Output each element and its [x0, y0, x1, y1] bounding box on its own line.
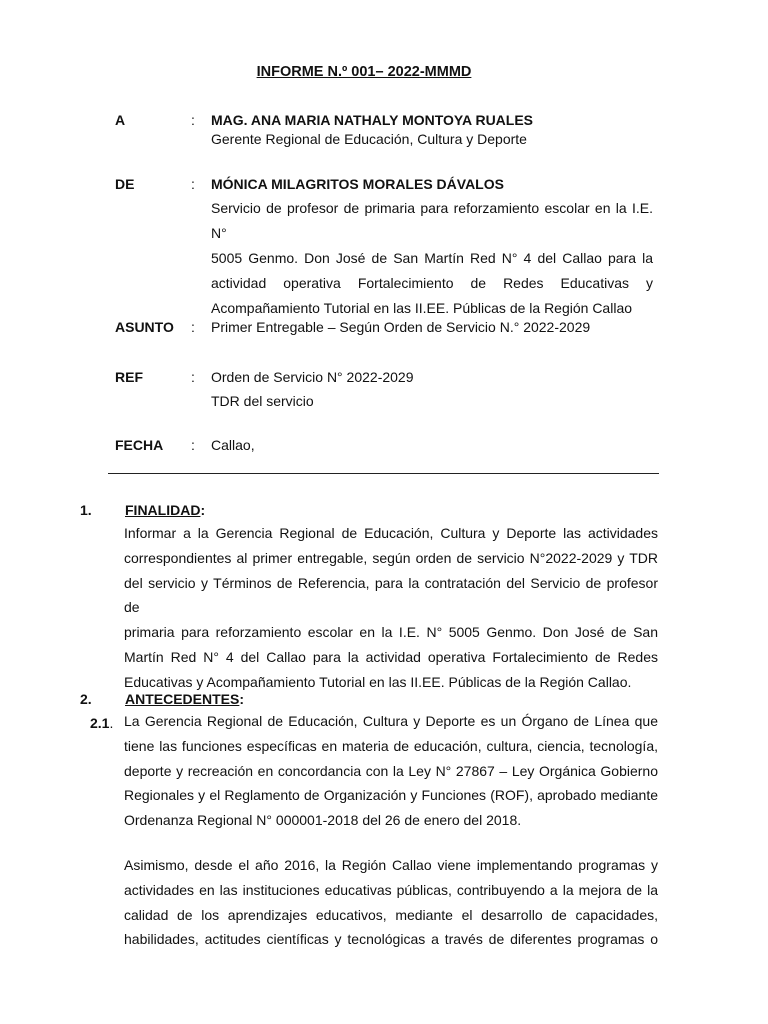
- header-label-de: DE: [115, 176, 135, 192]
- section-title-suffix: :: [239, 691, 245, 707]
- header-value-asunto: Primer Entregable – Según Orden de Servicio N.° 2022-2029: [211, 319, 591, 335]
- sender-name: MÓNICA MILAGRITOS MORALES DÁVALOS: [211, 176, 504, 192]
- paragraph-line: Educativas y Acompañamiento Tutorial en las II.EE. Públicas de la Región Callao.: [124, 673, 632, 690]
- header-value-de: [211, 176, 653, 321]
- subsection-number: [90, 715, 113, 731]
- header-colon-fecha: :: [191, 437, 195, 453]
- antecedentes-paragraph-1: [124, 709, 658, 833]
- header-label-fecha: FECHA: [115, 437, 164, 453]
- header-value-fecha: Callao,: [211, 437, 255, 453]
- sender-line: Servicio de profesor de primaria para reforzamiento escolar en la I.E. N°: [211, 200, 653, 241]
- paragraph-line: Regionales y el Reglamento de Organización y Funciones (ROF), aprobado mediante: [124, 787, 658, 804]
- header-colon-ref: :: [191, 369, 195, 385]
- section-title-antecedentes: [125, 691, 244, 707]
- sender-line: Acompañamiento Tutorial en las II.EE. Públicas de la Región Callao: [211, 300, 633, 316]
- recipient-role: Gerente Regional de Educación, Cultura y Deporte: [211, 131, 527, 147]
- sender-line: 5005 Genmo. Don José de San Martín Red N° 4 del Callao para la: [211, 250, 653, 266]
- header-label-asunto: ASUNTO: [115, 319, 174, 335]
- paragraph-line: primaria para reforzamiento escolar en la I.E. N° 5005 Genmo. Don José de San: [124, 624, 658, 641]
- section-number-finalidad: 1.: [80, 502, 92, 518]
- paragraph-line: tiene las funciones específicas en materia de educación, cultura, ciencia, tecnología,: [124, 737, 658, 754]
- recipient-name: MAG. ANA MARIA NATHALY MONTOYA RUALES: [211, 112, 534, 128]
- header-colon-a: :: [191, 112, 195, 128]
- header-label-ref: REF: [115, 369, 143, 385]
- header-colon-asunto: :: [191, 319, 195, 335]
- paragraph-line: deporte y recreación en concordancia con la Ley N° 27867 – Ley Orgánica Gobierno: [124, 762, 658, 779]
- paragraph-line: Martín Red N° 4 del Callao para la actividad operativa Fortalecimiento de Redes: [124, 648, 658, 665]
- ref-line: TDR del servicio: [211, 393, 314, 409]
- paragraph-line: habilidades, actitudes científicas y tecnológicas a través de diferentes programas o: [124, 931, 658, 948]
- paragraph-line: Asimismo, desde el año 2016, la Región Callao viene implementando programas y: [124, 857, 658, 873]
- subsection-number-dot: .: [109, 715, 114, 731]
- ref-line: Orden de Servicio N° 2022-2029: [211, 369, 414, 385]
- finalidad-paragraph: [124, 521, 658, 695]
- paragraph-line: Informar a la Gerencia Regional de Educación, Cultura y Deporte las actividades: [124, 525, 658, 541]
- section-title-suffix: :: [200, 502, 206, 518]
- section-number-antecedentes: 2.: [80, 691, 92, 707]
- paragraph-line: del servicio y Términos de Referencia, para la contratación del Servicio de profesor de: [124, 574, 658, 616]
- paragraph-line: Ordenanza Regional N° 000001-2018 del 26 de enero del 2018.: [124, 812, 522, 829]
- section-title-finalidad: [125, 502, 205, 518]
- header-value-a: [211, 112, 653, 150]
- paragraph-line: actividades en las instituciones educativas públicas, contribuyendo a la mejora de la: [124, 881, 658, 898]
- section-title-text: ANTECEDENTES: [125, 691, 240, 707]
- paragraph-line: correspondientes al primer entregable, según orden de servicio N°2022-2029 y TDR: [124, 549, 658, 566]
- paragraph-line: La Gerencia Regional de Educación, Cultura y Deporte es un Órgano de Línea que: [124, 713, 658, 729]
- paragraph-line: calidad de los aprendizajes educativos, mediante el desarrollo de capacidades,: [124, 906, 658, 923]
- document-title: INFORME N.º 001– 2022-MMMD: [256, 64, 472, 80]
- sender-line: actividad operativa Fortalecimiento de Redes Educativas y: [211, 275, 653, 291]
- section-title-text: FINALIDAD: [125, 502, 201, 518]
- header-label-a: A: [115, 112, 126, 128]
- header-value-ref: [211, 369, 653, 409]
- antecedentes-paragraph-2: [124, 853, 658, 952]
- subsection-number-text: 2.1: [90, 715, 110, 731]
- header-colon-de: :: [191, 176, 195, 192]
- header-divider: [108, 473, 659, 474]
